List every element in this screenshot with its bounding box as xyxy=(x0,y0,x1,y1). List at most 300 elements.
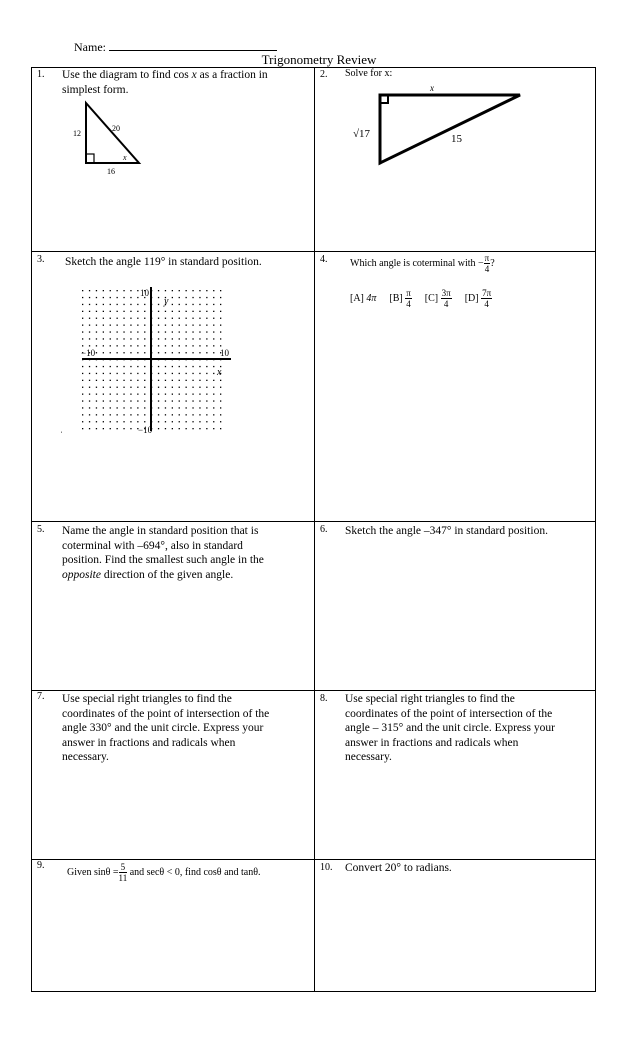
grid-dot xyxy=(103,318,104,319)
x-axis-label: x xyxy=(217,367,222,378)
grid-dot xyxy=(199,352,200,353)
grid-dot xyxy=(165,387,166,388)
grid-dot xyxy=(186,387,187,388)
grid-dot xyxy=(158,290,159,291)
grid-dot xyxy=(213,421,214,422)
grid-dot xyxy=(172,297,173,298)
grid-dot xyxy=(206,380,207,381)
grid-dot xyxy=(137,325,138,326)
grid-dot xyxy=(179,366,180,367)
grid-dot xyxy=(130,373,131,374)
triangle-2-label-left: √17 xyxy=(353,128,371,140)
grid-dot xyxy=(96,352,97,353)
grid-dot xyxy=(206,297,207,298)
grid-dot xyxy=(137,345,138,346)
grid-dot xyxy=(179,421,180,422)
grid-dot xyxy=(199,421,200,422)
grid-dot xyxy=(179,331,180,332)
grid-dot xyxy=(179,352,180,353)
row-divider-4 xyxy=(31,859,596,860)
grid-dot xyxy=(186,345,187,346)
grid-dot xyxy=(213,311,214,312)
grid-dot xyxy=(192,304,193,305)
grid-dot xyxy=(158,304,159,305)
name-label: Name: xyxy=(74,40,106,54)
grid-dot xyxy=(82,414,83,415)
grid-dot xyxy=(179,318,180,319)
grid-dot xyxy=(213,428,214,429)
grid-dot xyxy=(110,407,111,408)
grid-dot xyxy=(82,338,83,339)
grid-dot xyxy=(144,318,145,319)
row-divider-1 xyxy=(31,251,596,252)
grid-dot xyxy=(158,414,159,415)
grid-dot xyxy=(110,387,111,388)
grid-dot xyxy=(89,428,90,429)
grid-dot xyxy=(117,331,118,332)
grid-dot xyxy=(220,318,221,319)
grid-dot xyxy=(158,373,159,374)
question-number-7: 7. xyxy=(37,691,45,702)
grid-dot xyxy=(117,400,118,401)
grid-dot xyxy=(96,297,97,298)
grid-dot xyxy=(199,297,200,298)
grid-dot xyxy=(199,290,200,291)
grid-dot xyxy=(158,421,159,422)
grid-dot xyxy=(82,366,83,367)
question-number-8: 8. xyxy=(320,693,328,704)
grid-dot xyxy=(110,318,111,319)
grid-dot xyxy=(123,394,124,395)
grid-dot xyxy=(117,414,118,415)
grid-dot xyxy=(96,338,97,339)
grid-dot xyxy=(103,352,104,353)
triangle-1-label-left: 12 xyxy=(73,129,81,138)
grid-dot xyxy=(186,373,187,374)
grid-dot xyxy=(123,318,124,319)
grid-dot xyxy=(165,428,166,429)
grid-dot xyxy=(179,414,180,415)
grid-dot xyxy=(192,311,193,312)
grid-dot xyxy=(186,352,187,353)
grid-dot xyxy=(123,311,124,312)
grid-dot xyxy=(172,304,173,305)
grid-dot xyxy=(130,325,131,326)
choice-c[interactable]: [C] $\frac{3\pi}{4}$ xyxy=(424,288,451,309)
y-axis-label: y xyxy=(164,296,169,307)
grid-dot xyxy=(130,338,131,339)
grid-dot xyxy=(130,297,131,298)
grid-dot xyxy=(89,345,90,346)
grid-dot xyxy=(89,304,90,305)
grid-dot xyxy=(213,290,214,291)
grid-dot xyxy=(103,366,104,367)
y-axis-top-label: 10 xyxy=(140,288,149,298)
grid-dot xyxy=(103,414,104,415)
grid-dot xyxy=(130,304,131,305)
grid-dot xyxy=(130,428,131,429)
grid-dot xyxy=(144,352,145,353)
grid-dot xyxy=(82,380,83,381)
grid-dot xyxy=(82,311,83,312)
grid-dot xyxy=(213,400,214,401)
grid-dot xyxy=(172,338,173,339)
grid-dot xyxy=(96,414,97,415)
grid-dot xyxy=(130,414,131,415)
grid-dot xyxy=(220,304,221,305)
column-divider xyxy=(314,67,315,992)
grid-dot xyxy=(103,290,104,291)
grid-dot xyxy=(96,366,97,367)
grid-dot xyxy=(117,428,118,429)
grid-dot xyxy=(179,380,180,381)
grid-dot xyxy=(117,345,118,346)
grid-dot xyxy=(110,311,111,312)
grid-dot xyxy=(179,345,180,346)
grid-dot xyxy=(172,318,173,319)
grid-dot xyxy=(89,380,90,381)
grid-dot xyxy=(137,304,138,305)
grid-dot xyxy=(186,297,187,298)
grid-dot xyxy=(82,325,83,326)
grid-dot xyxy=(123,345,124,346)
grid-dot xyxy=(220,345,221,346)
grid-dot xyxy=(158,325,159,326)
grid-dot xyxy=(158,297,159,298)
grid-dot xyxy=(137,297,138,298)
grid-dot xyxy=(199,380,200,381)
grid-dot xyxy=(172,366,173,367)
grid-dot xyxy=(213,407,214,408)
grid-dot xyxy=(123,400,124,401)
question-5-text: Name the angle in standard position that is coterminal with –694°, also in standard position. Find the smallest such angle in the opposite direction of the given angle. xyxy=(62,525,264,581)
grid-dot xyxy=(213,352,214,353)
grid-dot xyxy=(199,304,200,305)
grid-dot xyxy=(89,366,90,367)
grid-dot xyxy=(130,394,131,395)
grid-dot xyxy=(158,345,159,346)
grid-dot xyxy=(158,387,159,388)
grid-dot xyxy=(192,387,193,388)
question-1-triangle xyxy=(70,100,150,180)
grid-dot xyxy=(199,311,200,312)
grid-dot xyxy=(103,345,104,346)
page-title: Trigonometry Review xyxy=(261,52,377,67)
grid-dot xyxy=(144,338,145,339)
grid-dot xyxy=(220,311,221,312)
grid-dot xyxy=(220,387,221,388)
grid-dot xyxy=(206,290,207,291)
grid-dot xyxy=(192,428,193,429)
grid-dot xyxy=(103,387,104,388)
grid-dot xyxy=(172,331,173,332)
question-8-text: Use special right triangles to find the coordinates of the point of intersection of the angle – 315° and the unit circle. Express your answer in fractions and radicals when necessary. xyxy=(345,693,555,763)
grid-dot xyxy=(165,414,166,415)
grid-dot xyxy=(172,387,173,388)
grid-dot xyxy=(158,318,159,319)
question-4-text: Which angle is coterminal with − $\frac{\pi}{4}$ ? xyxy=(350,253,495,274)
grid-dot xyxy=(172,400,173,401)
grid-dot xyxy=(89,414,90,415)
grid-dot xyxy=(192,297,193,298)
grid-dot xyxy=(179,407,180,408)
grid-dot xyxy=(213,373,214,374)
grid-dot xyxy=(123,331,124,332)
grid-dot xyxy=(96,407,97,408)
grid-dot xyxy=(117,311,118,312)
grid-dot xyxy=(144,407,145,408)
grid-dot xyxy=(206,345,207,346)
question-number-9: 9. xyxy=(37,860,45,871)
grid-dot xyxy=(144,373,145,374)
grid-dot xyxy=(172,373,173,374)
grid-dot xyxy=(96,290,97,291)
grid-dot xyxy=(165,352,166,353)
grid-dot xyxy=(192,318,193,319)
grid-dot xyxy=(103,380,104,381)
grid-dot xyxy=(206,311,207,312)
grid-dot xyxy=(89,297,90,298)
grid-dot xyxy=(179,304,180,305)
grid-dot xyxy=(213,331,214,332)
grid-dot xyxy=(186,380,187,381)
grid-dot xyxy=(110,290,111,291)
question-2-text: Solve for x: xyxy=(345,68,393,79)
grid-dot xyxy=(192,373,193,374)
grid-dot xyxy=(82,318,83,319)
grid-dot xyxy=(123,414,124,415)
grid-dot xyxy=(130,318,131,319)
grid-dot xyxy=(117,325,118,326)
grid-dot xyxy=(89,407,90,408)
grid-dot xyxy=(186,318,187,319)
grid-dot xyxy=(186,428,187,429)
grid-dot xyxy=(179,325,180,326)
grid-dot xyxy=(186,407,187,408)
grid-dot xyxy=(206,428,207,429)
grid-dot xyxy=(117,366,118,367)
grid-dot xyxy=(117,407,118,408)
grid-dot xyxy=(165,394,166,395)
grid-dot xyxy=(199,366,200,367)
grid-dot xyxy=(89,290,90,291)
grid-dot xyxy=(103,373,104,374)
grid-dot xyxy=(130,400,131,401)
grid-dot xyxy=(130,345,131,346)
question-6-text: Sketch the angle –347° in standard position. xyxy=(345,525,548,537)
x-axis-left-label: −10 xyxy=(81,348,96,358)
grid-dot xyxy=(186,394,187,395)
question-number-1: 1. xyxy=(37,69,45,80)
grid-dot xyxy=(158,366,159,367)
grid-dot xyxy=(179,428,180,429)
grid-dot xyxy=(117,380,118,381)
grid-dot xyxy=(96,428,97,429)
grid-dot xyxy=(137,414,138,415)
grid-dot xyxy=(89,400,90,401)
grid-dot xyxy=(186,311,187,312)
grid-dot xyxy=(199,428,200,429)
grid-dot xyxy=(117,290,118,291)
grid-dot xyxy=(103,394,104,395)
grid-dot xyxy=(110,338,111,339)
grid-dot xyxy=(96,325,97,326)
grid-dot xyxy=(220,428,221,429)
grid-dot xyxy=(89,421,90,422)
grid-dot xyxy=(103,331,104,332)
grid-dot xyxy=(117,304,118,305)
grid-dot xyxy=(220,297,221,298)
grid-dot xyxy=(130,352,131,353)
grid-dot xyxy=(96,380,97,381)
grid-dot xyxy=(117,318,118,319)
grid-dot xyxy=(130,311,131,312)
grid-dot xyxy=(103,428,104,429)
x-axis-right-label: 10 xyxy=(220,348,229,358)
name-blank-line[interactable] xyxy=(109,38,277,51)
grid-dot xyxy=(192,352,193,353)
grid-dot xyxy=(206,318,207,319)
grid-dot xyxy=(137,421,138,422)
grid-dot xyxy=(165,290,166,291)
grid-dot xyxy=(179,373,180,374)
grid-dot xyxy=(96,387,97,388)
grid-dot xyxy=(172,407,173,408)
question-7-text: Use special right triangles to find the coordinates of the point of intersection of the angle 330° and the unit circle. Express your answer in fractions and radicals when necessary. xyxy=(62,693,270,763)
grid-dot xyxy=(123,290,124,291)
grid-dot xyxy=(82,373,83,374)
grid-dot xyxy=(186,304,187,305)
grid-dot xyxy=(213,297,214,298)
grid-dot xyxy=(110,345,111,346)
grid-dot xyxy=(199,338,200,339)
grid-dot xyxy=(206,421,207,422)
grid-dot xyxy=(110,331,111,332)
grid-dot xyxy=(137,318,138,319)
grid-dot xyxy=(110,380,111,381)
grid-dot xyxy=(137,338,138,339)
grid-dot xyxy=(199,407,200,408)
grid-dot xyxy=(192,345,193,346)
grid-dot xyxy=(172,394,173,395)
grid-dot xyxy=(103,400,104,401)
grid-dot xyxy=(213,366,214,367)
grid-dot xyxy=(199,318,200,319)
triangle-1-label-bottom: 16 xyxy=(107,167,115,176)
triangle-1-label-hyp: 20 xyxy=(112,124,120,133)
grid-dot xyxy=(199,394,200,395)
grid-dot xyxy=(213,380,214,381)
grid-dot xyxy=(144,325,145,326)
grid-dot xyxy=(137,394,138,395)
grid-dot xyxy=(165,331,166,332)
grid-dot xyxy=(89,373,90,374)
grid-dot xyxy=(172,345,173,346)
grid-dot xyxy=(158,400,159,401)
grid-dot xyxy=(144,394,145,395)
grid-dot xyxy=(103,338,104,339)
grid-dot xyxy=(144,345,145,346)
grid-dot xyxy=(186,325,187,326)
grid-dot xyxy=(137,407,138,408)
choice-b[interactable]: [B] $\frac{\pi}{4}$ xyxy=(389,288,411,309)
grid-dot xyxy=(206,394,207,395)
grid-dot xyxy=(206,414,207,415)
grid-dot xyxy=(96,373,97,374)
grid-dot xyxy=(137,290,138,291)
grid-dot xyxy=(110,352,111,353)
question-9-text: Given sinθ = $\frac{5}{11}$ and secθ < 0, find cosθ and tanθ. xyxy=(67,862,261,883)
grid-dot xyxy=(117,421,118,422)
grid-dot xyxy=(172,414,173,415)
grid-dot xyxy=(165,421,166,422)
grid-dot xyxy=(165,380,166,381)
grid-dot xyxy=(144,304,145,305)
grid-dot xyxy=(179,297,180,298)
grid-dot xyxy=(186,366,187,367)
question-number-3: 3. xyxy=(37,254,45,265)
grid-dot xyxy=(186,421,187,422)
grid-dot xyxy=(213,338,214,339)
grid-dot xyxy=(89,325,90,326)
grid-dot xyxy=(96,331,97,332)
grid-dot xyxy=(220,394,221,395)
grid-dot xyxy=(199,325,200,326)
grid-dot xyxy=(213,387,214,388)
grid-dot xyxy=(110,414,111,415)
choice-d[interactable]: [D] $\frac{7\pi}{4}$ xyxy=(464,288,492,309)
grid-dot xyxy=(117,352,118,353)
row-divider-2 xyxy=(31,521,596,522)
grid-dot xyxy=(96,311,97,312)
grid-dot xyxy=(220,421,221,422)
grid-dot xyxy=(186,338,187,339)
question-number-4: 4. xyxy=(320,254,328,265)
grid-dot xyxy=(103,421,104,422)
grid-dot xyxy=(117,297,118,298)
grid-dot xyxy=(130,407,131,408)
grid-dot xyxy=(199,387,200,388)
grid-dot xyxy=(144,331,145,332)
grid-dot xyxy=(172,352,173,353)
grid-dot xyxy=(130,387,131,388)
grid-dot xyxy=(213,394,214,395)
grid-dot xyxy=(192,325,193,326)
grid-dot xyxy=(179,400,180,401)
grid-dot xyxy=(213,318,214,319)
grid-dot xyxy=(158,338,159,339)
grid-dot xyxy=(206,352,207,353)
grid-dot xyxy=(82,297,83,298)
grid-dot xyxy=(192,331,193,332)
grid-dot xyxy=(144,400,145,401)
grid-dot xyxy=(137,373,138,374)
grid-dot xyxy=(89,394,90,395)
grid-dot xyxy=(117,373,118,374)
grid-dot xyxy=(220,325,221,326)
grid-dot xyxy=(89,387,90,388)
grid-dot xyxy=(220,290,221,291)
grid-dot xyxy=(206,338,207,339)
choice-a[interactable]: [A] 4π xyxy=(350,293,377,304)
grid-dot xyxy=(179,387,180,388)
grid-dot xyxy=(96,421,97,422)
grid-dot xyxy=(137,366,138,367)
grid-dot xyxy=(186,400,187,401)
grid-dot xyxy=(192,394,193,395)
grid-dot xyxy=(117,338,118,339)
question-number-2: 2. xyxy=(320,69,328,80)
